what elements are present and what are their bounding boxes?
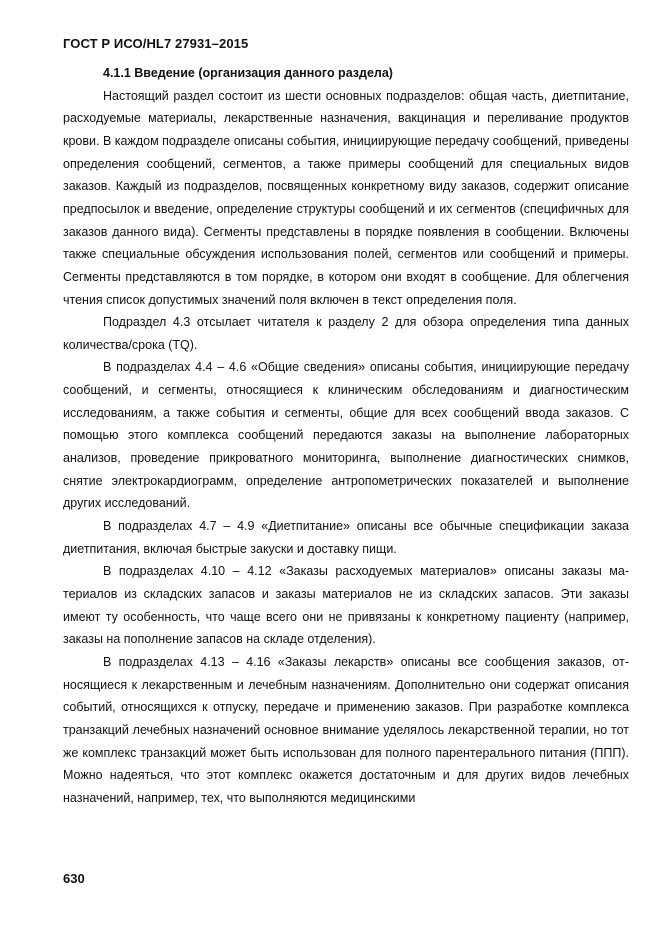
- page-number: 630: [63, 871, 85, 886]
- section-title: 4.1.1 Введение (организация данного раздела): [103, 66, 393, 80]
- document-body: [63, 62, 629, 810]
- standard-code-header: ГОСТ Р ИСО/HL7 27931–2015: [63, 36, 249, 51]
- paragraph-pharmacy: В подразделах 4.13 – 4.16 «Заказы лекарств» описаны все сообщения заказов, относящиеся к лекарственным и лечебным назначениям. Дополнительно они содержат описания событий, относящихся к отпуску, передаче и применению заказов. При разработке комплекса транзакций лечебных назначений основное внимание уделялось лекарственной терапии, но тот же комплекс транзакций может быть использован для полного парентерального питания (ППП). Можно надеяться, что этот комплекс окажется достаточным и для других видов лечебных назначений, например, тех, что выполняются медицинскими: [63, 655, 629, 805]
- paragraph-subsection-4-3: Подраздел 4.3 отсылает читателя к разделу 2 для обзора определения типа данных количества/срока (TQ).: [63, 315, 629, 352]
- paragraph-diet: В подразделах 4.7 – 4.9 «Диетпитание» описаны все обычные спецификации заказа диетпитания, включая быстрые закуски и доставку пищи.: [63, 519, 629, 556]
- paragraph-supplies: В подразделах 4.10 – 4.12 «Заказы расходуемых материалов» описаны заказы материалов из складских запасов и заказы материалов не из складских запасов. Эти заказы имеют ту особенность, что чаще всего они не привязаны к конкретному пациенту (например, заказы на пополнение запасов на складе отделения).: [63, 564, 629, 647]
- paragraph-overview: Настоящий раздел состоит из шести основных подразделов: общая часть, диетпитание, расходуемые материалы, лекарственные назначения, вакцинация и переливание продуктов крови. В каждом подразделе описаны события, инициирующие передачу сообщений, приведены определения сообщений, сегментов, а также примеры сообщений для специальных видов заказов. Каждый из подразделов, посвященных конкретному виду заказов, содержит описание предпосылок и введение, определение структуры сообщений и их сегментов (специфичных для заказов данного вида). Сегменты представлены в порядке появления в сообщении. Включены также специальные обсуждения использования полей, сегментов или сообщений и примеры. Сегменты представляются в том порядке, в котором они входят в сообщение. Для облегчения чтения список допустимых значений поля включен в текст определения поля.: [63, 88, 629, 307]
- paragraph-general-info: В подразделах 4.4 – 4.6 «Общие сведения» описаны события, инициирующие передачу сообщений, и сегменты, относящиеся к клиническим обследованиям и диагностическим исследованиям, а также события и сегменты, общие для всех сообщений ввода заказов. С помощью этого комплекса сообщений передаются заказы на выполнение лабораторных анализов, проведение прикроватного мониторинга, выполнение диагностических снимков, снятие электрокардиограмм, определение антропометрических показателей и выполнение других исследований.: [63, 360, 629, 511]
